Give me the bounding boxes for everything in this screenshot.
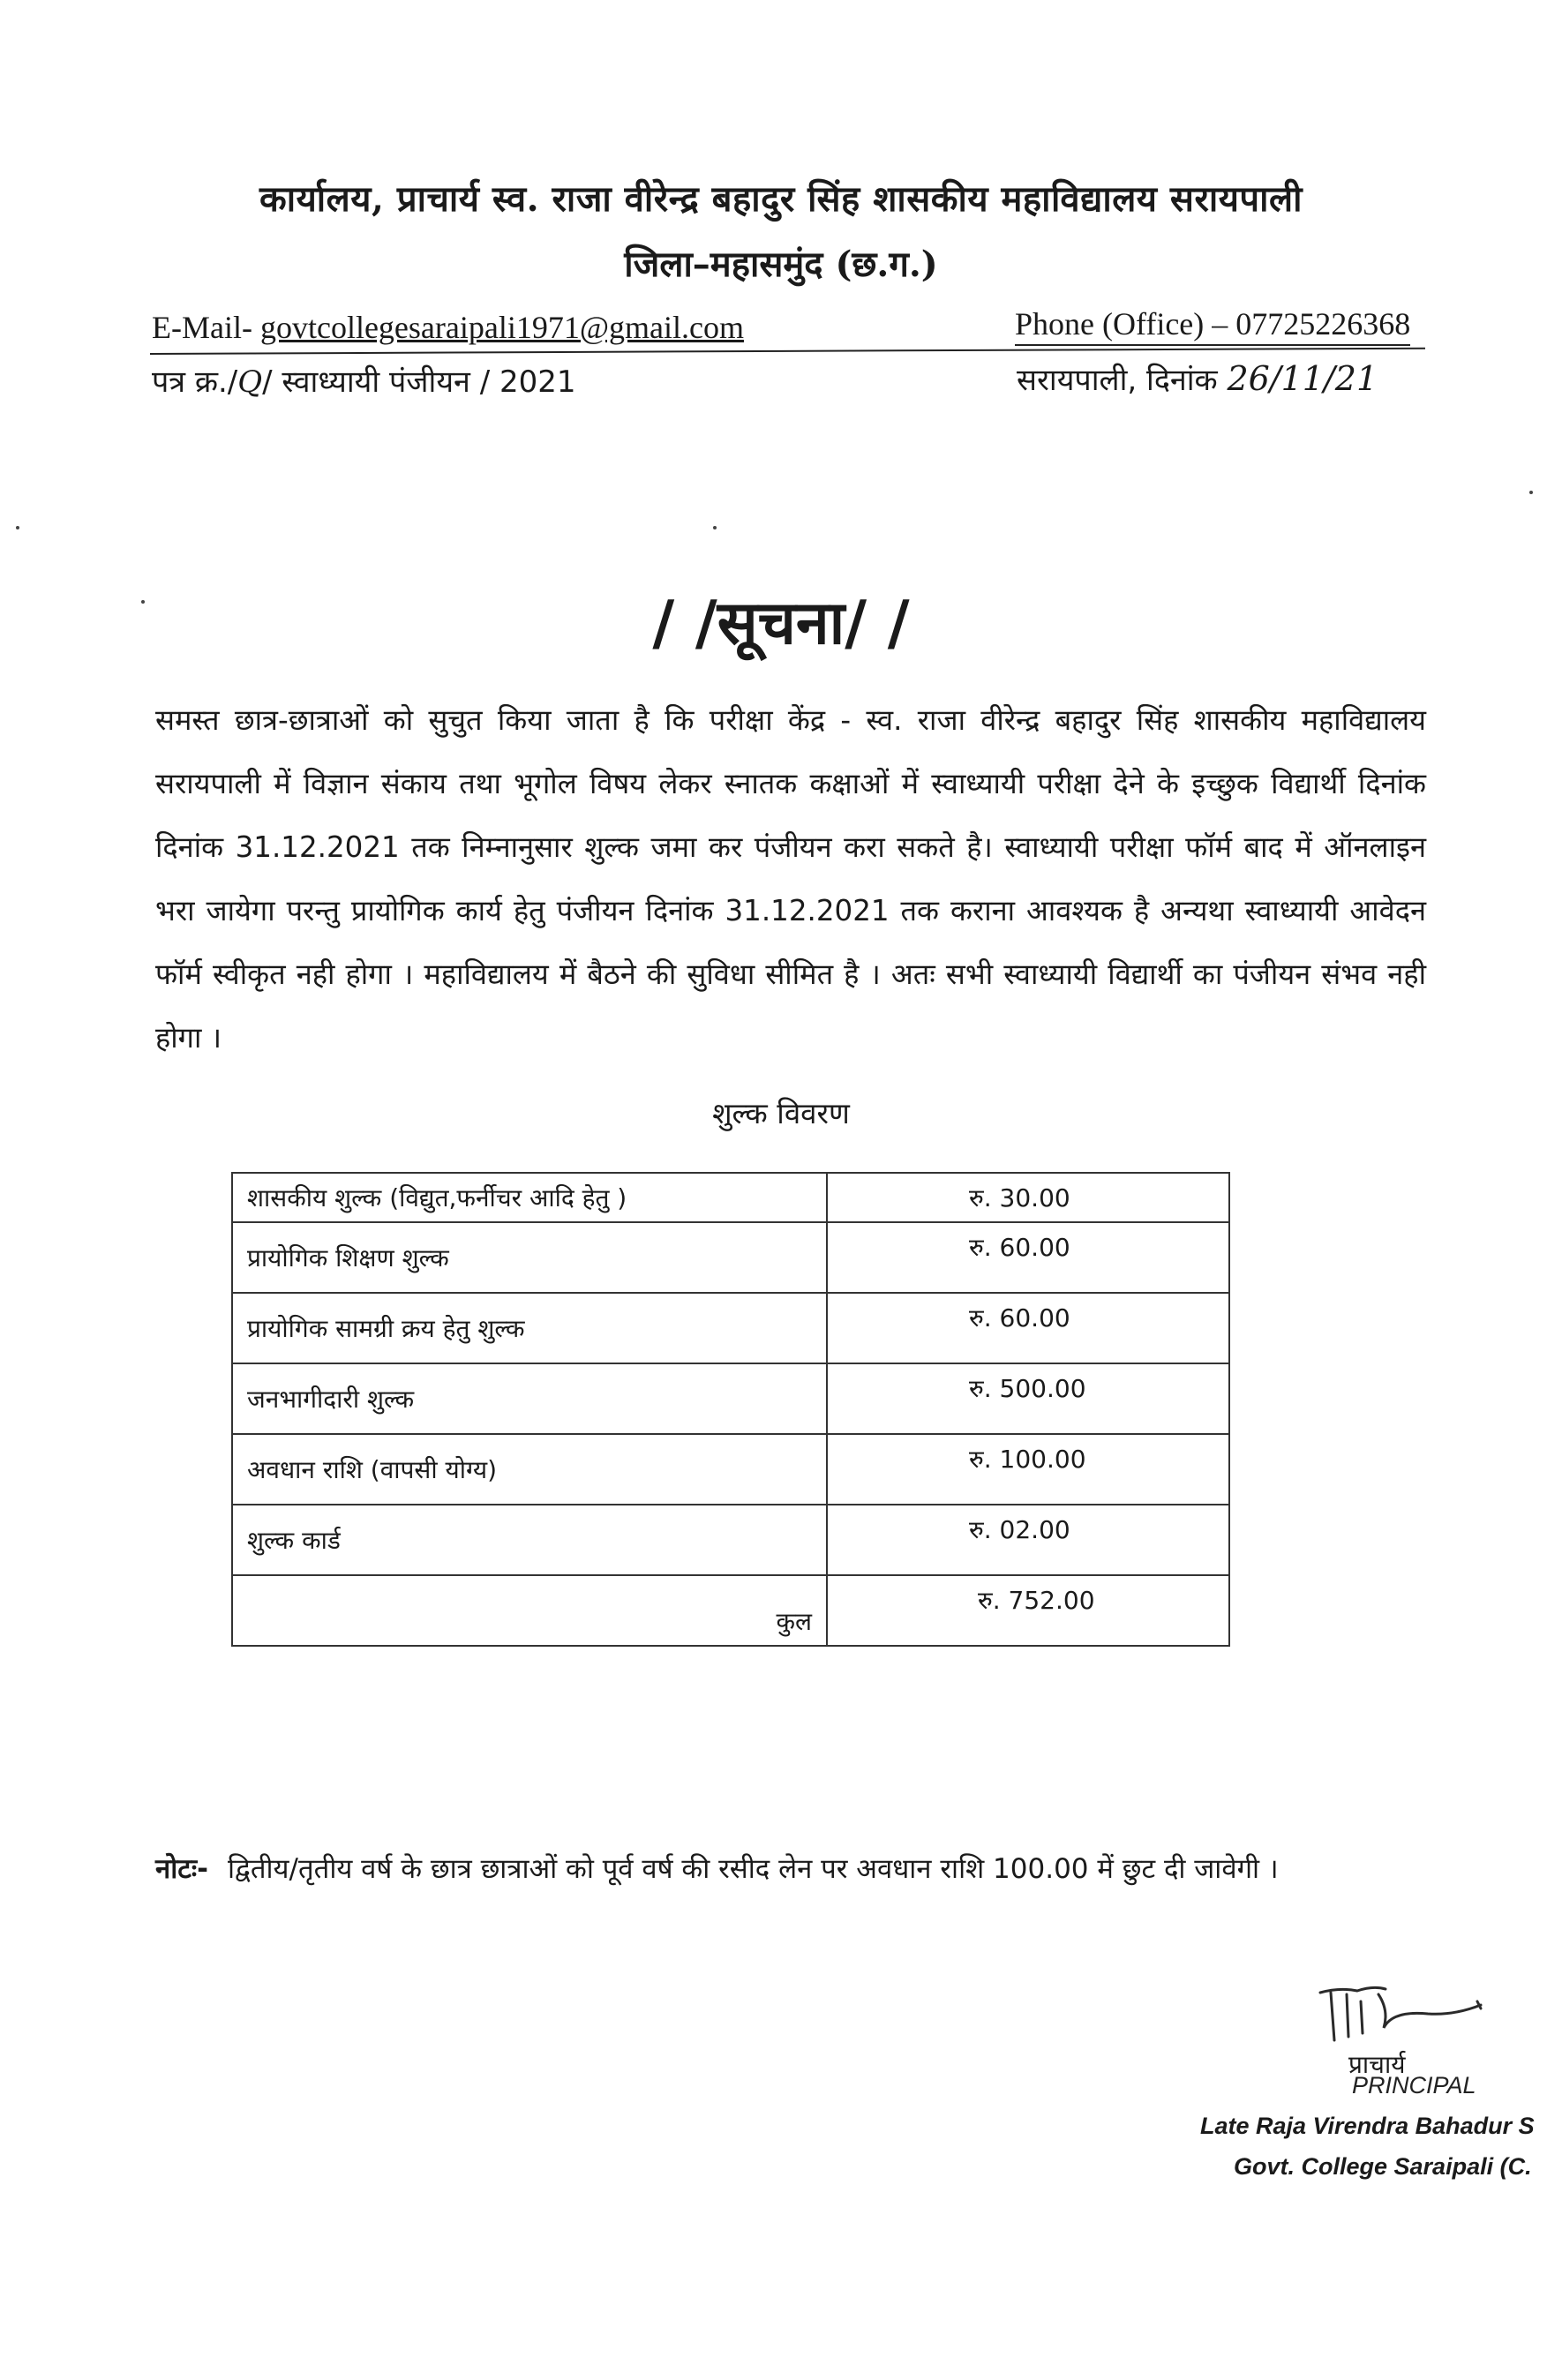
note [155,1850,1279,1887]
fee-amount: रु. 60.00 [827,1222,1229,1293]
fee-label: प्रायोगिक शिक्षण शुल्क [232,1222,827,1293]
email-address: govtcollegesaraipali1971@gmail.com [259,310,744,345]
fee-amount: रु. 100.00 [827,1434,1229,1505]
table-row [232,1222,1229,1293]
fee-amount: रु. 02.00 [827,1505,1229,1575]
letter-number-handwritten: Q [237,364,263,400]
table-row [232,1505,1229,1575]
letter-number-prefix: पत्र क्र./ [152,364,238,400]
fee-amount: रु. 60.00 [827,1293,1229,1363]
fee-label: जनभागीदारी शुल्क [232,1363,827,1434]
notice-heading: / /सूचना/ / [652,588,910,658]
table-row [232,1575,1229,1646]
note-text: द्वितीय/तृतीय वर्ष के छात्र छात्राओं को पूर्व वर्ष की रसीद लेन पर अवधान राशि 100.00 में छुट दी जावेगी । [228,1853,1279,1885]
stamp-college-name: Late Raja Virendra Bahadur S [1200,2113,1535,2139]
header-divider [150,348,1425,355]
fee-label: शासकीय शुल्क (विद्युत,फर्नीचर आदि हेतु ) [232,1173,827,1222]
scan-speck [141,600,145,604]
table-row [232,1293,1229,1363]
letter-date-prefix: सरायपाली, दिनांक [1017,363,1228,398]
letter-number [152,360,576,401]
scan-speck [713,526,717,529]
stamp-principal: PRINCIPAL [1352,2072,1476,2098]
stamp-college-place: Govt. College Saraipali (C. [1234,2153,1532,2180]
letter-date [1017,358,1378,399]
signature-mark [1304,1975,1507,2054]
phone-line: Phone (Office) – 07725226368 [1015,305,1410,346]
fee-label: शुल्क कार्ड [232,1505,827,1575]
letter-date-handwritten: 26/11/21 [1227,359,1378,398]
fee-total-label: कुल [232,1575,827,1646]
signature-title: प्राचार्य [1348,2050,1406,2079]
letter-number-suffix: / स्वाध्यायी पंजीयन / 2021 [262,364,576,400]
fee-amount: रु. 30.00 [827,1173,1229,1222]
table-row [232,1434,1229,1505]
table-row [232,1363,1229,1434]
table-row [232,1173,1229,1222]
notice-body: समस्त छात्र-छात्राओं को सुचुत किया जाता है कि परीक्षा केंद्र - स्व. राजा वीरेन्द्र बहादुर सिंह शासकीय महाविद्यालय सरायपाली में विज्ञान संकाय तथा भूगोल विषय लेकर स्नातक कक्षाओं में स्वाध्यायी परीक्षा देने के इच्छुक विद्यार्थी दिनांक दिनांक 31.12.2021 तक निम्नानुसार शुल्क जमा कर पंजीयन करा सकते है। स्वाध्यायी परीक्षा फॉर्म बाद में ऑनलाइन भरा जायेगा परन्तु प्रायोगिक कार्य हेतु पंजीयन दिनांक 31.12.2021 तक कराना आवश्यक है अन्यथा स्वाध्यायी आवेदन फॉर्म स्वीकृत नही होगा । महाविद्यालय में बैठने की सुविधा सीमित है । अतः सभी स्वाध्यायी विद्यार्थी का पंजीयन संभव नही होगा । [155,703,1426,1055]
email-line [152,309,744,346]
note-label: नोटः- [155,1853,208,1885]
scan-speck [1529,491,1533,494]
fee-amount: रु. 500.00 [827,1363,1229,1434]
fee-label: अवधान राशि (वापसी योग्य) [232,1434,827,1505]
office-heading: कार्यालय, प्राचार्य स्व. राजा वीरेन्द्र बहादुर सिंह शासकीय महाविद्यालय सरायपाली [259,178,1303,220]
district-heading: जिला–महासमुंद (छ.ग.) [624,244,938,285]
scan-speck [16,526,19,529]
fee-label: प्रायोगिक सामग्री क्रय हेतु शुल्क [232,1293,827,1363]
fee-table [231,1172,1230,1647]
fee-total-amount: रु. 752.00 [827,1575,1229,1646]
fee-details-heading: शुल्क विवरण [712,1096,850,1130]
email-label: E-Mail- [152,310,260,345]
